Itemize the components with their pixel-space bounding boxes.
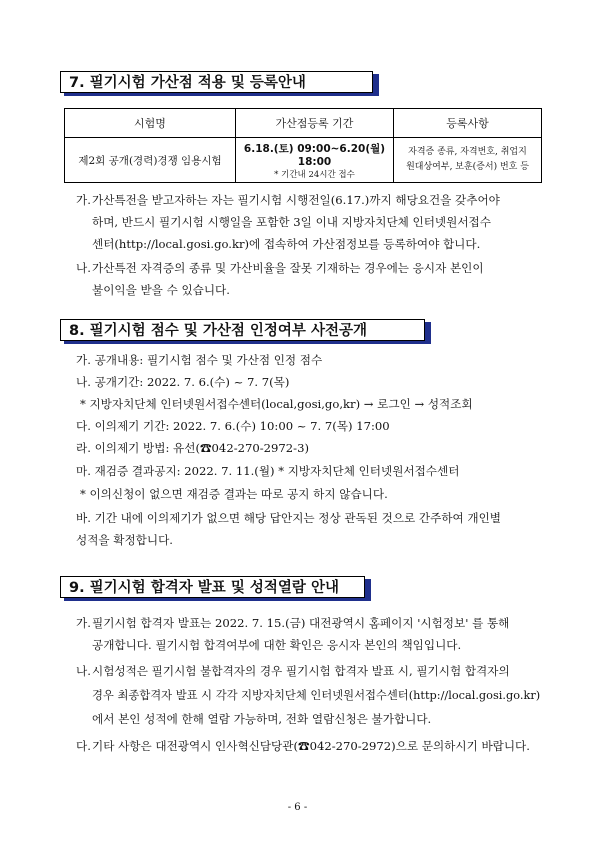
section-9-heading	[60, 576, 372, 600]
paragraph-text: 가산특전 자격증의 종류 및 가산비율을 잘못 기재하는 경우에는 응시자 본인이	[92, 261, 484, 275]
paragraph-text: 에서 본인 성적에 한해 열람 가능하며, 전화 열람신청은 불가합니다.	[92, 712, 432, 726]
table-header-cell: 등록사항	[394, 109, 542, 138]
list-marker: 가.	[76, 616, 91, 630]
period-note: * 기간내 24시간 접수	[274, 169, 355, 180]
paragraph-text: 공개합니다. 필기시험 합격여부에 대한 확인은 응시자 본인의 책임입니다.	[92, 638, 462, 652]
page-number: - 6 -	[287, 802, 308, 813]
section-9-title: 9. 필기시험 합격자 발표 및 성적열람 안내	[60, 576, 365, 598]
paragraph-da	[76, 735, 530, 757]
exam-name-cell: 제2회 공개(경력)경쟁 임용시험	[65, 138, 236, 183]
paragraph-ga	[76, 189, 500, 211]
table-row	[65, 138, 542, 183]
paragraph-na	[76, 257, 484, 279]
list-marker: 나.	[76, 664, 91, 678]
list-line: * 이의신청이 없으면 재검증 결과는 따로 공지 하지 않습니다.	[80, 487, 388, 501]
period-main: 6.18.(토) 09:00~6.20(월) 18:00	[243, 142, 386, 168]
list-line: 가. 공개내용: 필기시험 점수 및 가산점 인정 점수	[76, 353, 323, 367]
items-cell	[394, 138, 542, 183]
list-marker: 나.	[76, 261, 91, 275]
section-7-title: 7. 필기시험 가산점 적용 및 등록안내	[60, 71, 373, 93]
paragraph-ga	[76, 612, 509, 634]
paragraph-na	[76, 660, 510, 682]
list-marker: 다.	[76, 739, 91, 753]
list-line: 다. 이의제기 기간: 2022. 7. 6.(수) 10:00 ~ 7. 7(목) 17:00	[76, 419, 390, 433]
paragraph-text: 시험성적은 필기시험 불합격자의 경우 필기시험 합격자 발표 시, 필기시험 합격자의	[92, 664, 510, 678]
paragraph-text: 기타 사항은 대전광역시 인사혁신담당관(☎042-270-2972)으로 문의하시기 바랍니다.	[92, 739, 530, 753]
list-line: 라. 이의제기 방법: 유선(☎042-270-2972-3)	[76, 441, 309, 455]
section-8-title: 8. 필기시험 점수 및 가산점 인정여부 사전공개	[60, 319, 425, 341]
list-line: 성적을 확정합니다.	[76, 533, 173, 547]
list-line: 나. 공개기간: 2022. 7. 6.(수) ~ 7. 7(목)	[76, 375, 290, 389]
table-header-cell: 시험명	[65, 109, 236, 138]
table-header-row	[65, 109, 542, 138]
paragraph-text: 센터(http://local.gosi.go.kr)에 접속하여 가산점정보를 등록하여야 합니다.	[92, 237, 481, 251]
items-line: 원대상여부, 보훈(증서) 번호 등	[406, 162, 529, 172]
paragraph-text: 가산특전을 받고자하는 자는 필기시험 시행전일(6.17.)까지 해당요건을 갖추어야	[92, 193, 500, 207]
paragraph-text: 하며, 반드시 필기시험 시행일을 포함한 3일 이내 지방자치단체 인터넷원서접수	[92, 215, 491, 229]
registration-table	[64, 108, 542, 183]
list-marker: 가.	[76, 193, 91, 207]
paragraph-text: 필기시험 합격자 발표는 2022. 7. 15.(금) 대전광역시 홈페이지 '시험정보' 를 통해	[92, 616, 510, 630]
paragraph-text: 경우 최종합격자 발표 시 각각 지방자치단체 인터넷원서접수센터(http://local.gosi.go.kr)	[92, 688, 541, 702]
items-line: 자격증 종류, 자격번호, 취업지	[408, 147, 527, 157]
list-line: * 지방자치단체 인터넷원서접수센터(local,gosi,go,kr) → 로그인 → 성적조회	[80, 397, 473, 411]
table-header-cell: 가산점등록 기간	[236, 109, 394, 138]
section-8-heading	[60, 319, 432, 343]
section-7-heading	[60, 71, 380, 95]
period-cell	[236, 138, 394, 183]
list-line: 마. 재검증 결과공지: 2022. 7. 11.(월) * 지방자치단체 인터넷원서접수센터	[76, 464, 460, 478]
list-line: 바. 기간 내에 이의제기가 없으면 해당 답안지는 정상 관독된 것으로 간주하여 개인별	[76, 511, 502, 525]
paragraph-text: 불이익을 받을 수 있습니다.	[92, 283, 230, 297]
